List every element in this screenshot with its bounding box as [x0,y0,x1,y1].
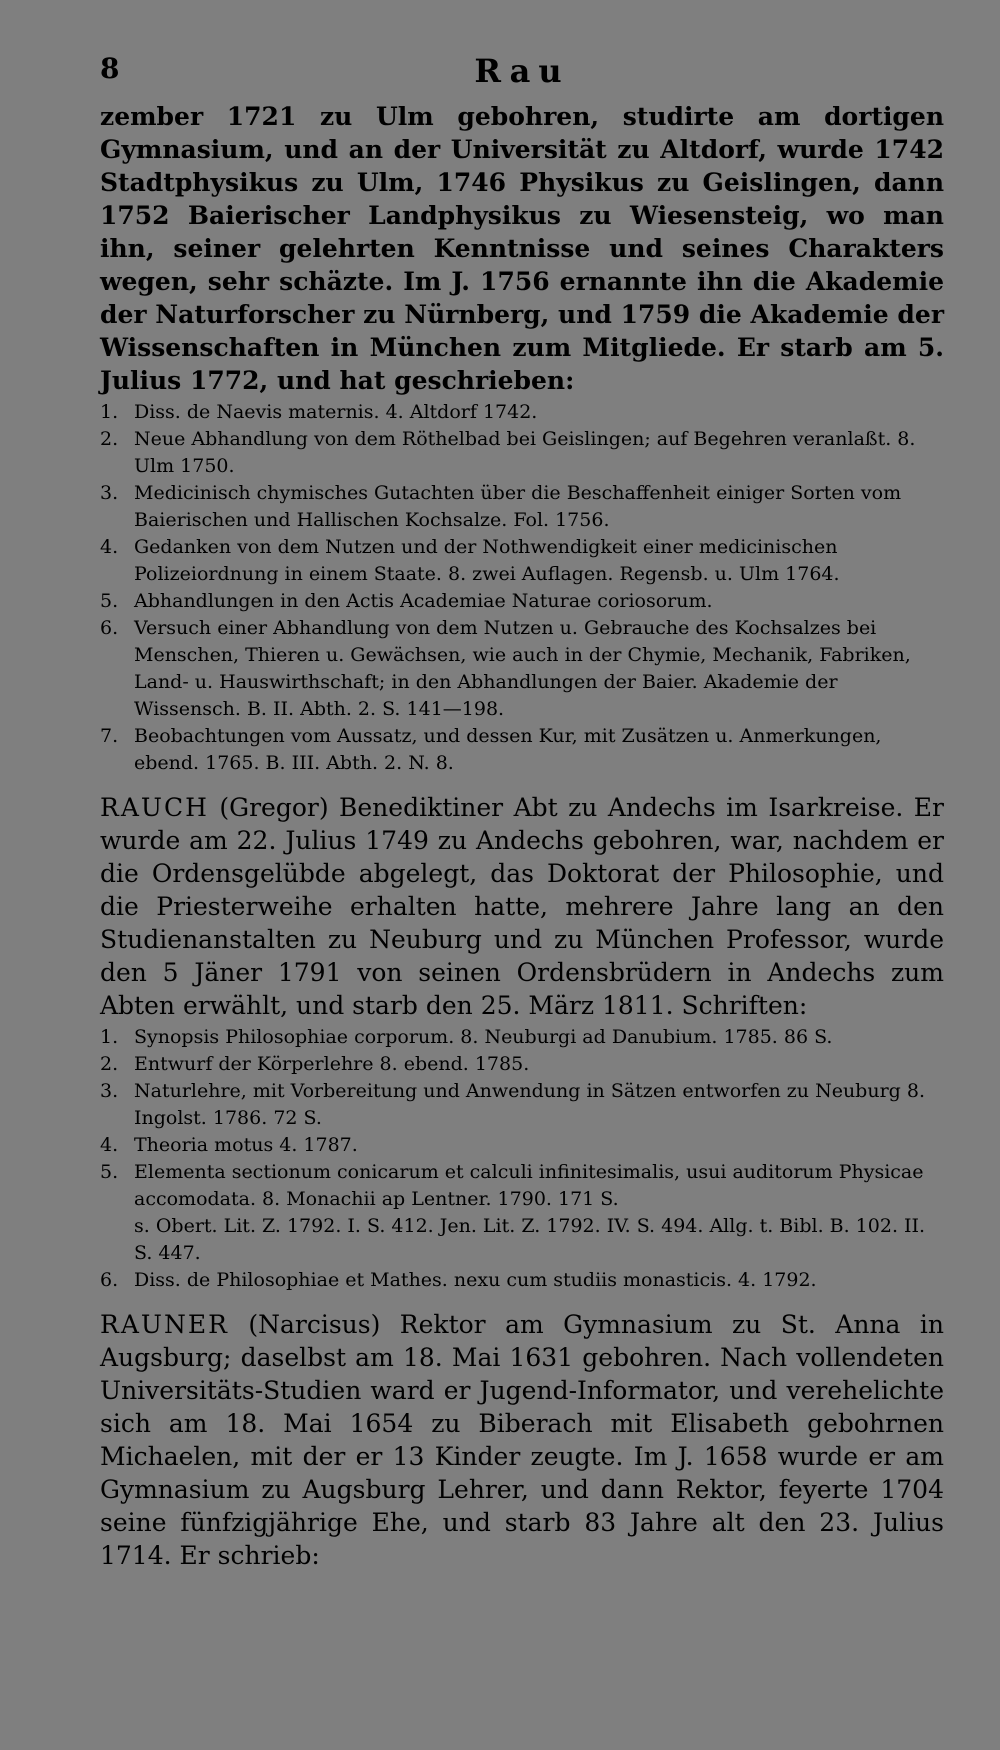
list-item [100,426,944,480]
entry-text: (Narcisus) Rektor am Gymnasium zu St. Anna in Augsburg; daselbst am 18. Mai 1631 gebohren. Nach vollendeten Universitäts-Studien ward er Jugend-Informator, und verehelichte sich am 18. Mai 1654 zu Biberach mit Elisabeth gebohrnen Michaelen, mit der er 13 Kinder zeugte. Im J. 1658 wurde er am Gymnasium zu Augsburg Lehrer, und dann Rektor, feyerte 1704 seine fünfzigjährige Ehe, und starb 83 Jahre alt den 23. Julius 1714. Er schrieb: [100,1310,944,1570]
item-text: Gedanken von dem Nutzen und der Nothwendigkeit einer medicinischen Polizeiordnung in einem Staate. 8. zwei Auflagen. Regensb. u. Ulm 1764. [134,536,840,585]
item-number: 7. [100,725,119,747]
item-number: 3. [100,482,119,504]
item-text: Diss. de Naevis maternis. 4. Altdorf 1742. [134,401,538,423]
list-item [100,1078,944,1132]
item-number: 5. [100,590,119,612]
item-text: Naturlehre, mit Vorbereitung und Anwendung in Sätzen entworfen zu Neuburg 8. Ingolst. 1786. 72 S. [134,1080,925,1129]
list-item [100,1267,944,1294]
item-number: 1. [100,1026,119,1048]
entry-text: (Gregor) Benediktiner Abt zu Andechs im Isarkreise. Er wurde am 22. Julius 1749 zu Andechs gebohren, war, nachdem er die Ordensgelübde abgelegt, das Doktorat der Philosophie, und die Priesterweihe erhalten hatte, mehrere Jahre lang an den Studienanstalten zu Neuburg und zu München Professor, wurde den 5 Jäner 1791 von seinen Ordensbrüdern in Andechs zum Abten erwählt, und starb den 25. März 1811. Schriften: [100,793,944,1020]
rau-works-list [100,399,944,777]
list-item [100,1159,944,1213]
item-text: Versuch einer Abhandlung von dem Nutzen u. Gebrauche des Kochsalzes bei Menschen, Thieren u. Gewächsen, wie auch in der Chymie, Mechanik, Fabriken, Land- u. Hauswirthschaft; in den Abhandlungen der Baier. Akademie der Wissensch. B. II. Abth. 2. S. 141—198. [134,617,911,720]
list-item [100,1051,944,1078]
item-number: 2. [100,428,119,450]
item-text: Neue Abhandlung von dem Röthelbad bei Geislingen; auf Begehren veranlaßt. 8. Ulm 1750. [134,428,916,477]
list-item [100,723,944,777]
item-text: Abhandlungen in den Actis Academiae Naturae coriosorum. [134,590,713,612]
entry-name: RAUNER [100,1310,229,1339]
intro-paragraph: zember 1721 zu Ulm gebohren, studirte am dortigen Gymnasium, und an der Universität zu Altdorf, wurde 1742 Stadtphysikus zu Ulm, 1746 Physikus zu Geislingen, dann 1752 Baierischer Landphysikus zu Wiesensteig, wo man ihn, seiner gelehrten Kenntnisse und seines Charakters wegen, sehr schäzte. Im J. 1756 ernannte ihn die Akademie der Naturforscher zu Nürnberg, und 1759 die Akademie der Wissenschaften in München zum Mitgliede. Er starb am 5. Julius 1772, und hat geschrieben: [100,102,944,395]
page-number: 8 [100,52,120,85]
item-number: 3. [100,1080,119,1102]
rauch-works-list [100,1024,944,1294]
list-item [100,534,944,588]
rauner-entry [100,1308,944,1572]
item-text: Diss. de Philosophiae et Mathes. nexu cum studiis monasticis. 4. 1792. [134,1269,817,1291]
item-text: Elementa sectionum conicarum et calculi infinitesimalis, usui auditorum Physicae accomodata. 8. Monachii ap Lentner. 1790. 171 S. [134,1161,924,1210]
item-number: 6. [100,1269,119,1291]
rauch-entry [100,791,944,1022]
entry-name: RAUCH [100,793,209,822]
list-item [100,615,944,723]
item-number: 5. [100,1161,119,1183]
item-text: s. Obert. Lit. Z. 1792. I. S. 412. Jen. Lit. Z. 1792. IV. S. 494. Allg. t. Bibl. B. 102. II. S. 447. [134,1215,926,1264]
item-text: Theoria motus 4. 1787. [134,1134,358,1156]
review-reference [100,1213,944,1267]
list-item [100,399,944,426]
item-text: Medicinisch chymisches Gutachten über die Beschaffenheit einiger Sorten vom Baierischen und Hallischen Kochsalze. Fol. 1756. [134,482,902,531]
page-header [100,52,944,100]
list-item [100,1132,944,1159]
item-number: 4. [100,536,119,558]
list-item [100,588,944,615]
item-number: 4. [100,1134,119,1156]
item-text: Beobachtungen vom Aussatz, und dessen Kur, mit Zusätzen u. Anmerkungen, ebend. 1765. B. III. Abth. 2. N. 8. [134,725,882,774]
item-number: 6. [100,617,119,639]
running-title: Rau [474,52,570,90]
list-item [100,1024,944,1051]
list-item [100,480,944,534]
item-text: Synopsis Philosophiae corporum. 8. Neuburgi ad Danubium. 1785. 86 S. [134,1026,833,1048]
item-number: 2. [100,1053,119,1075]
item-text: Entwurf der Körperlehre 8. ebend. 1785. [134,1053,530,1075]
item-number: 1. [100,401,119,423]
